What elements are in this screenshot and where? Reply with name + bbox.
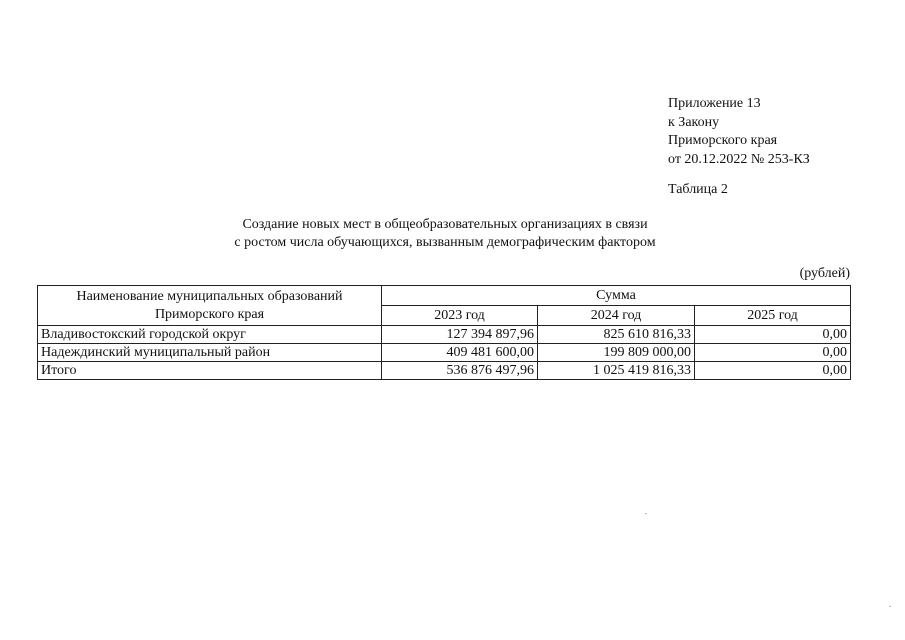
scan-speck — [889, 606, 891, 607]
scan-speck — [645, 513, 647, 514]
year-header-2024: 2024 год — [538, 306, 695, 326]
year-header-2023: 2023 год — [382, 306, 538, 326]
amount-2023: 127 394 897,96 — [382, 326, 538, 344]
header-line: Наименование муниципальных образований — [76, 288, 343, 304]
amount-2024: 825 610 816,33 — [538, 326, 695, 344]
title-line: Создание новых мест в общеобразовательных организациях в связи — [242, 217, 648, 232]
municipality-column-header — [38, 286, 382, 326]
appendix-line: Приморского края — [668, 133, 778, 148]
table-row — [38, 326, 851, 344]
total-2024: 1 025 419 816,33 — [538, 362, 695, 380]
header-line: Приморского края — [154, 306, 265, 322]
title-line: с ростом числа обучающихся, вызванным демографическим фактором — [234, 235, 656, 250]
amount-2024: 199 809 000,00 — [538, 344, 695, 362]
year-header-2025: 2025 год — [695, 306, 851, 326]
document-title — [150, 216, 740, 252]
appendix-line: Приложение 13 — [668, 96, 761, 111]
table-row — [38, 344, 851, 362]
amount-2023: 409 481 600,00 — [382, 344, 538, 362]
total-row — [38, 362, 851, 380]
total-label: Итого — [38, 362, 382, 380]
total-2025: 0,00 — [695, 362, 851, 380]
funding-table — [37, 285, 851, 380]
appendix-line: от 20.12.2022 № 253-КЗ — [668, 151, 810, 167]
municipality-name: Владивостокский городской округ — [38, 326, 382, 344]
units-label: (рублей) — [799, 266, 850, 281]
table-header-row — [38, 286, 851, 306]
municipality-name: Надеждинский муниципальный район — [38, 344, 382, 362]
total-2023: 536 876 497,96 — [382, 362, 538, 380]
table-number: Таблица 2 — [668, 182, 728, 197]
amount-2025: 0,00 — [695, 326, 851, 344]
appendix-line: к Закону — [668, 114, 720, 130]
appendix-reference — [668, 95, 810, 169]
amount-2025: 0,00 — [695, 344, 851, 362]
sum-column-header: Сумма — [382, 286, 851, 306]
